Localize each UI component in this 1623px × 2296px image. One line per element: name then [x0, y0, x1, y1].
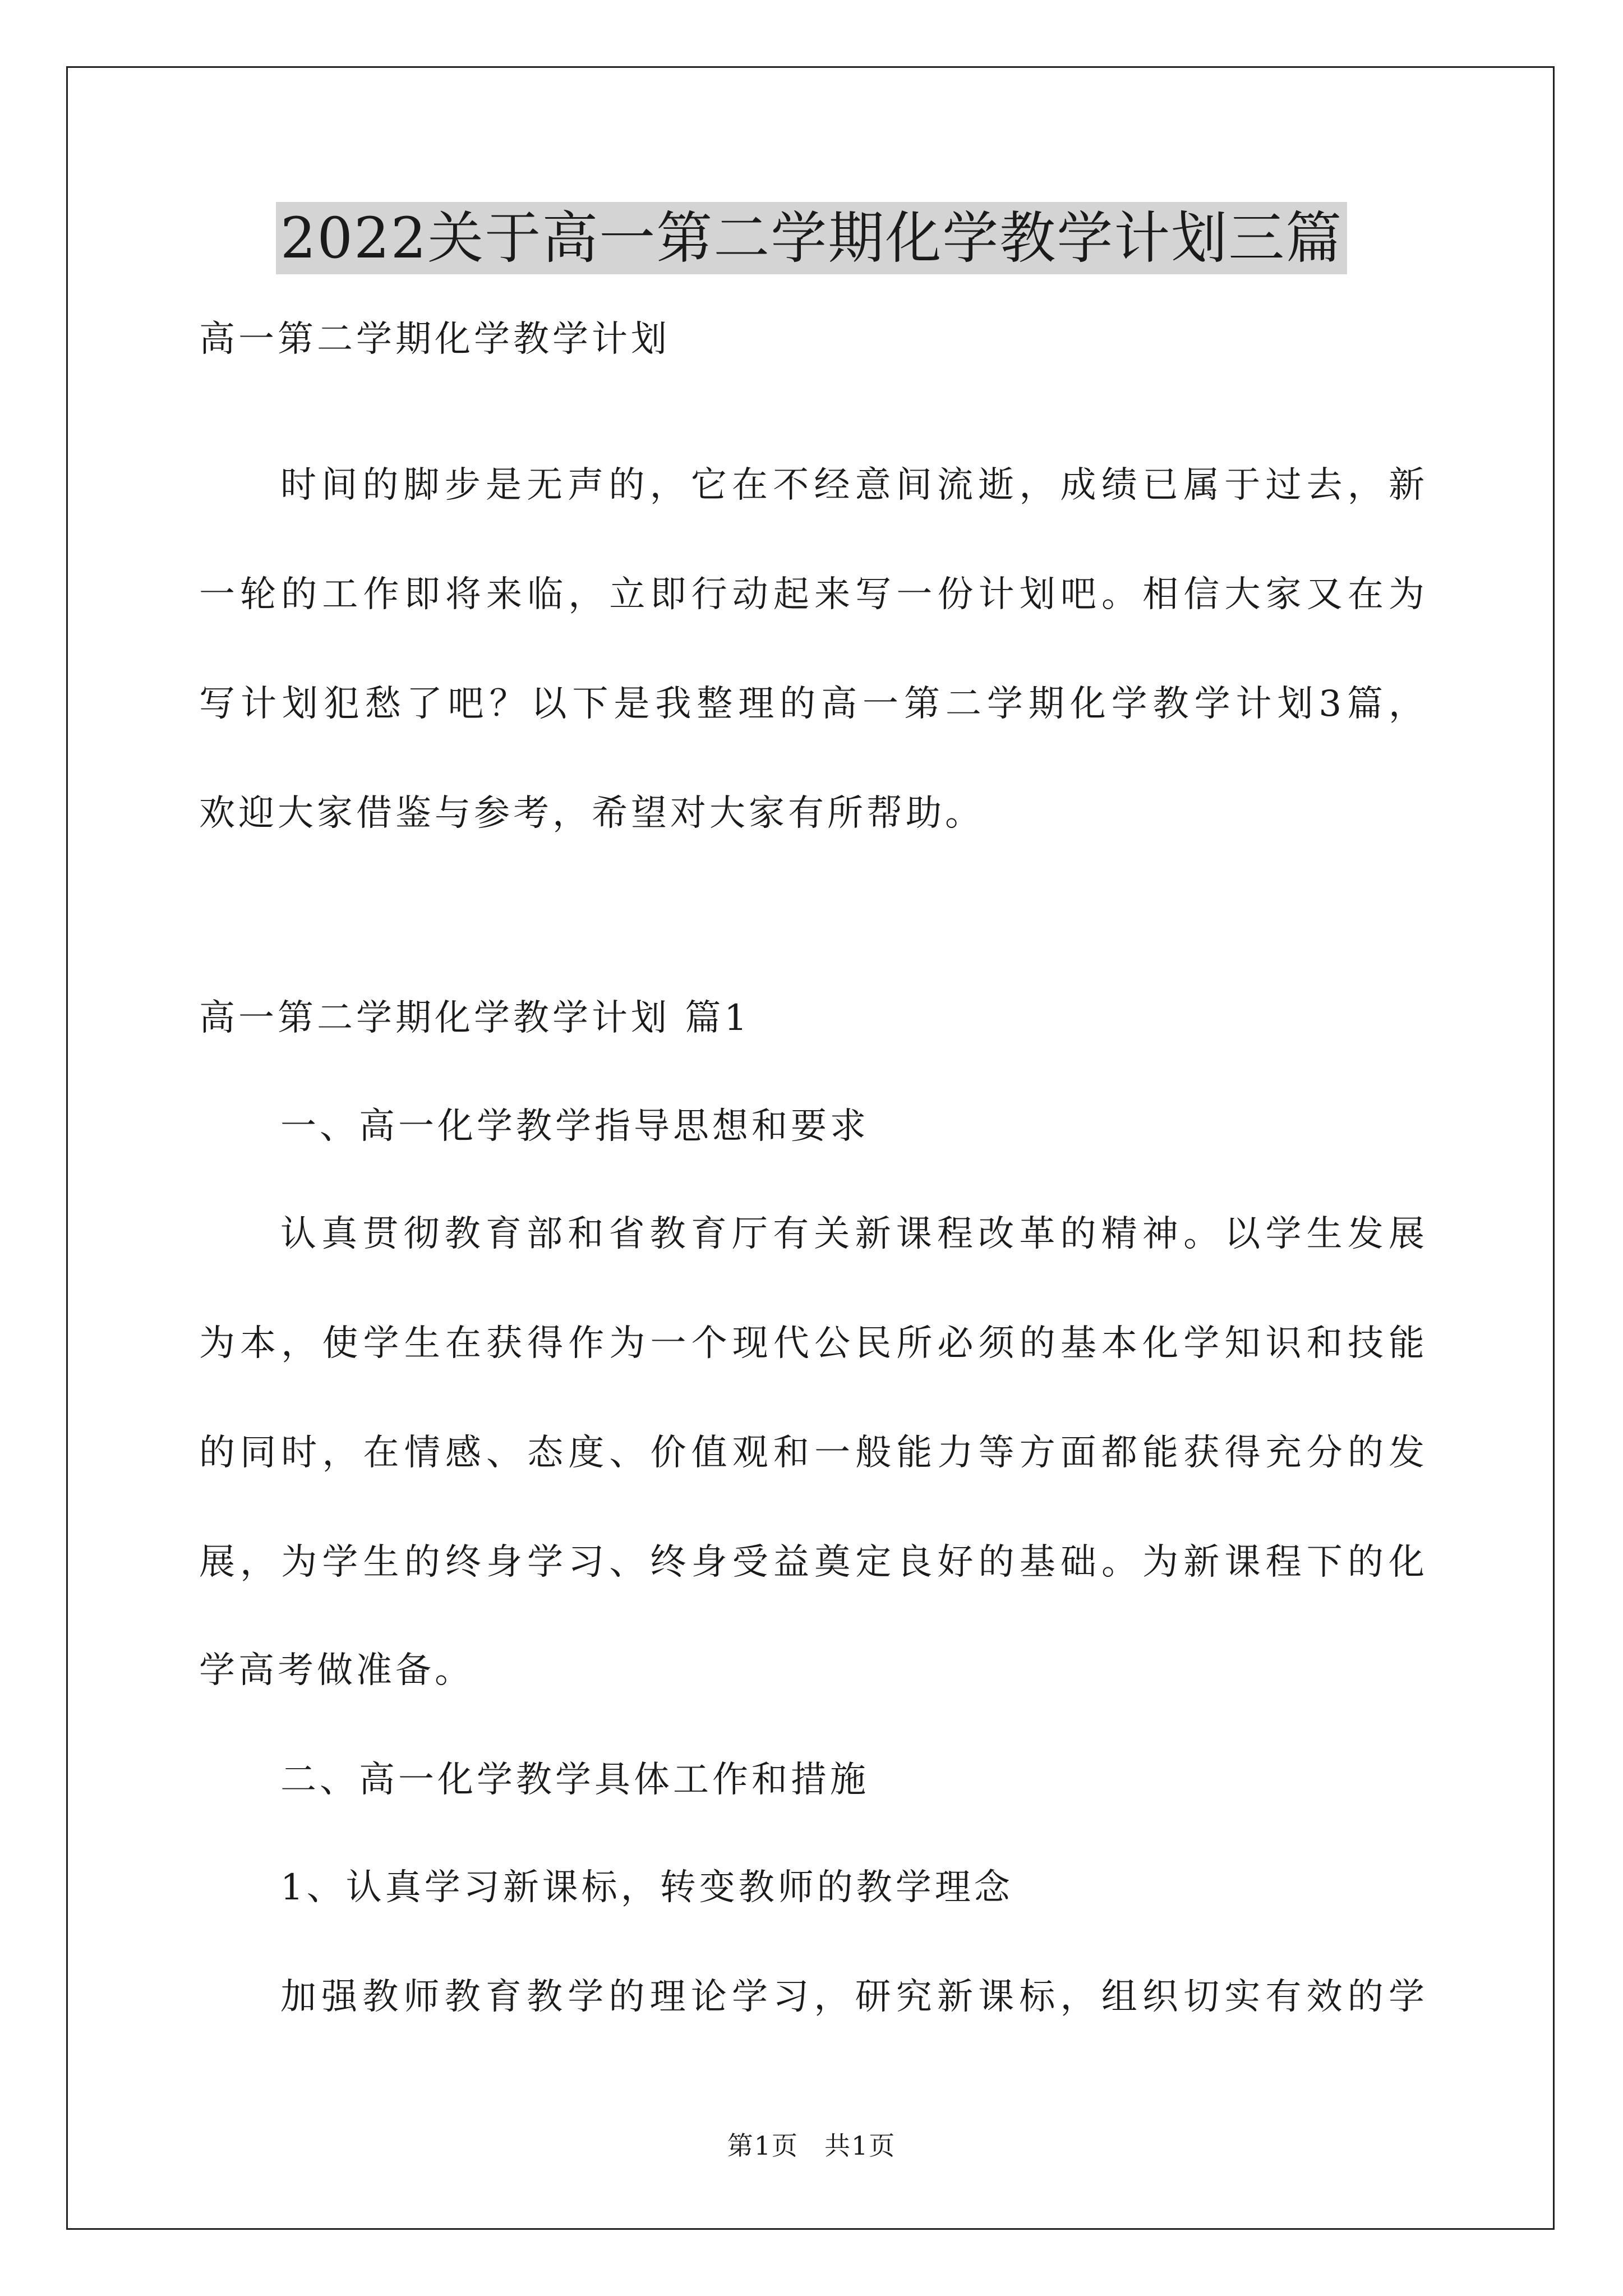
footer-page-number: 第1页: [727, 2131, 799, 2161]
section1-line-3: 的同时，在情感、态度、价值观和一般能力等方面都能获得充分的发: [199, 1432, 1424, 1474]
intro-line-3: 写计划犯愁了吧？以下是我整理的高一第二学期化学教学计划3篇，: [199, 683, 1424, 725]
part1-heading: 高一第二学期化学教学计划 篇1: [199, 997, 751, 1039]
intro-heading: 高一第二学期化学教学计划: [199, 319, 670, 360]
page-footer: [0, 2129, 1623, 2162]
item1-title: 1、认真学习新课标，转变教师的教学理念: [280, 1867, 1013, 1908]
section1-line-1: 认真贯彻教育部和省教育厅有关新课程改革的精神。以学生发展: [280, 1213, 1424, 1255]
section1-line-2: 为本，使学生在获得作为一个现代公民所必须的基本化学知识和技能: [199, 1323, 1424, 1364]
intro-line-1: 时间的脚步是无声的，它在不经意间流逝，成绩已属于过去，新: [280, 464, 1424, 506]
section2-title: 二、高一化学教学具体工作和措施: [280, 1759, 869, 1801]
intro-line-4: 欢迎大家借鉴与参考，希望对大家有所帮助。: [199, 793, 984, 834]
section1-line-5: 学高考做准备。: [199, 1650, 474, 1691]
document-title: 2022关于高一第二学期化学教学计划三篇: [0, 199, 1623, 278]
intro-line-2: 一轮的工作即将来临，立即行动起来写一份计划吧。相信大家又在为: [199, 574, 1424, 615]
section1-title: 一、高一化学教学指导思想和要求: [280, 1106, 869, 1147]
footer-total-pages: 共1页: [824, 2131, 896, 2161]
section1-line-4: 展，为学生的终身学习、终身受益奠定良好的基础。为新课程下的化: [199, 1542, 1424, 1583]
item1-line-1: 加强教师教育教学的理论学习，研究新课标，组织切实有效的学: [280, 1976, 1424, 2018]
